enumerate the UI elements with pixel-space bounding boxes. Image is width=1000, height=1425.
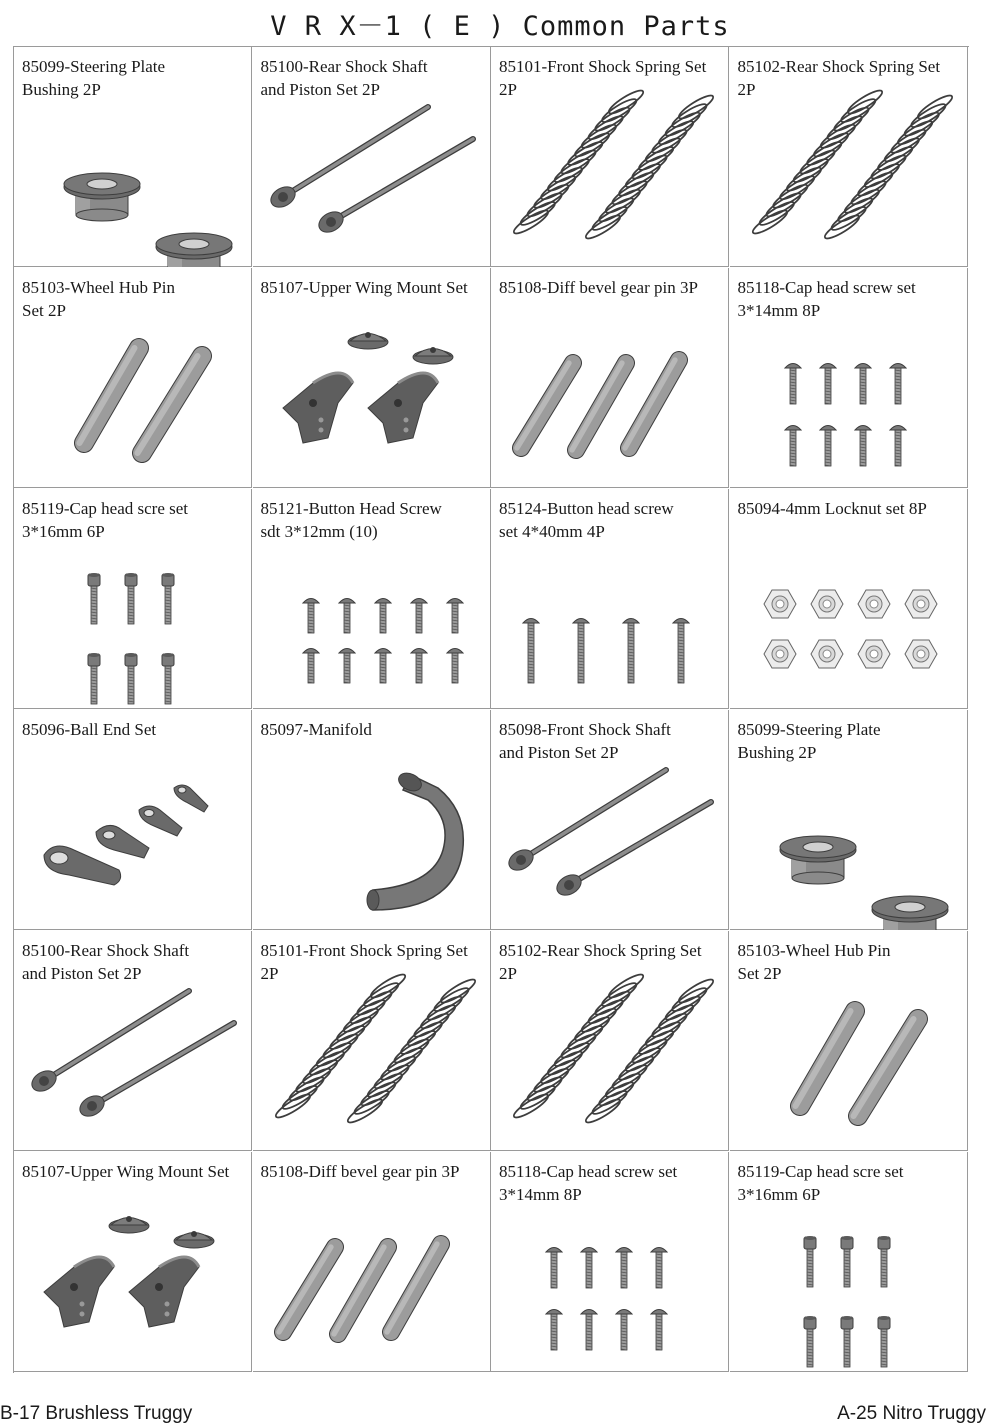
part-label: 85094-4mm Locknut set 8P	[737, 499, 927, 518]
part-cell	[14, 710, 252, 930]
part-cell	[14, 268, 252, 488]
part-label: 85119-Cap head scre set 3*16mm 6P	[737, 1162, 904, 1204]
part-label: 85103-Wheel Hub Pin Set 2P	[737, 941, 891, 983]
part-label: 85097-Manifold	[260, 720, 372, 739]
page-title: V R X－1 ( E ) Common Parts	[270, 11, 730, 42]
wingmount-icon	[14, 1152, 252, 1372]
part-label: 85118-Cap head screw set 3*14mm 8P	[499, 1162, 678, 1204]
pin3-icon	[491, 268, 729, 488]
part-label: 85100-Rear Shock Shaft and Piston Set 2P	[22, 941, 190, 983]
locknut-icon	[730, 489, 968, 709]
footer-left-model: B-17 Brushless Truggy	[0, 1403, 193, 1424]
part-cell	[730, 1152, 968, 1372]
wingmount-icon	[253, 268, 491, 488]
part-cell	[491, 268, 729, 488]
part-label: 85101-Front Shock Spring Set 2P	[260, 941, 468, 983]
capscrew6-icon	[14, 489, 252, 709]
part-cell	[253, 710, 491, 930]
part-label: 85124-Button head screw set 4*40mm 4P	[499, 499, 674, 541]
part-cell	[491, 47, 729, 267]
part-label: 85119-Cap head scre set 3*16mm 6P	[22, 499, 189, 541]
part-cell	[253, 268, 491, 488]
part-label: 85108-Diff bevel gear pin 3P	[260, 1162, 460, 1181]
manifold-icon	[253, 710, 491, 930]
screw8-icon	[491, 1152, 729, 1372]
part-cell	[491, 489, 729, 709]
spring-icon	[491, 931, 729, 1151]
shaft-icon	[491, 710, 729, 930]
part-cell	[253, 47, 491, 267]
part-cell	[730, 47, 968, 267]
footer-right-model: A-25 Nitro Truggy	[837, 1403, 986, 1424]
pin3-icon	[253, 1152, 491, 1372]
part-cell	[730, 268, 968, 488]
part-label: 85118-Cap head screw set 3*14mm 8P	[737, 278, 916, 320]
part-label: 85107-Upper Wing Mount Set	[260, 278, 468, 297]
part-label: 85121-Button Head Screw sdt 3*12mm (10)	[260, 499, 442, 541]
part-cell	[730, 931, 968, 1151]
screw4-icon	[491, 489, 729, 709]
part-label: 85099-Steering Plate Bushing 2P	[22, 57, 166, 99]
part-cell	[730, 489, 968, 709]
part-cell	[491, 931, 729, 1151]
part-cell	[253, 931, 491, 1151]
part-label: 85099-Steering Plate Bushing 2P	[737, 720, 881, 762]
part-label: 85101-Front Shock Spring Set 2P	[499, 57, 707, 99]
shaft-icon	[14, 931, 252, 1151]
screw10-icon	[253, 489, 491, 709]
part-cell	[14, 47, 252, 267]
bushing-icon	[14, 47, 252, 267]
part-label: 85103-Wheel Hub Pin Set 2P	[22, 278, 175, 320]
part-cell	[14, 931, 252, 1151]
part-cell	[14, 1152, 252, 1372]
part-cell	[730, 710, 968, 930]
part-label: 85108-Diff bevel gear pin 3P	[499, 278, 698, 297]
part-cell	[491, 710, 729, 930]
spring-icon	[491, 47, 729, 267]
part-cell	[253, 1152, 491, 1372]
part-label: 85102-Rear Shock Spring Set 2P	[737, 57, 941, 99]
pin2-icon	[14, 268, 252, 488]
part-cell	[491, 1152, 729, 1372]
part-label: 85102-Rear Shock Spring Set 2P	[499, 941, 702, 983]
part-label: 85096-Ball End Set	[22, 720, 157, 739]
part-cell	[253, 489, 491, 709]
ballend-icon	[14, 710, 252, 930]
part-label: 85107-Upper Wing Mount Set	[22, 1162, 230, 1181]
part-label: 85100-Rear Shock Shaft and Piston Set 2P	[260, 57, 428, 99]
spring-icon	[253, 931, 491, 1151]
shaft-icon	[253, 47, 491, 267]
screw8-icon	[730, 268, 968, 488]
parts-grid	[13, 46, 969, 1373]
bushing-icon	[730, 710, 968, 930]
part-label: 85098-Front Shock Shaft and Piston Set 2P	[499, 720, 671, 762]
pin2-icon	[730, 931, 968, 1151]
capscrew6-icon	[730, 1152, 968, 1372]
spring-icon	[730, 47, 968, 267]
part-cell	[14, 489, 252, 709]
